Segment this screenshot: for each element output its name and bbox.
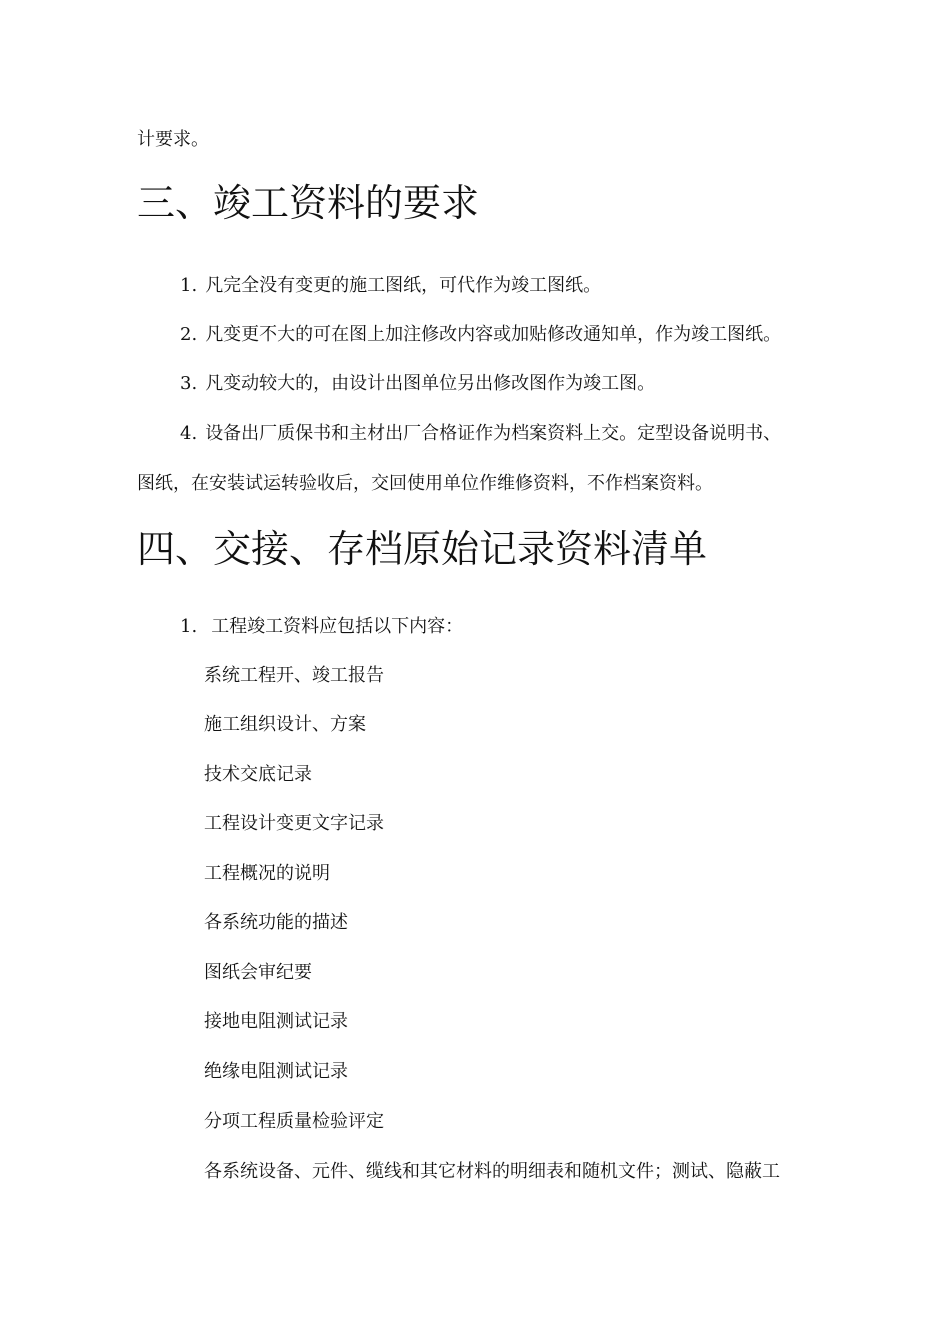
item-text: 设备出厂质保书和主材出厂合格证作为档案资料上交。定型设备说明书、 <box>205 423 782 444</box>
numbered-item-2 <box>180 323 781 347</box>
item-text: 凡变更不大的可在图上加注修改内容或加贴修改通知单，作为竣工图纸。 <box>205 324 782 345</box>
section-heading-4: 四、交接、存档原始记录资料清单 <box>137 527 708 571</box>
item-text: 凡变动较大的，由设计出图单位另出修改图作为竣工图。 <box>205 373 656 394</box>
numbered-item-4 <box>180 422 781 446</box>
item-number: 3. <box>180 373 198 394</box>
numbered-item-3 <box>180 372 655 396</box>
list-item: 各系统功能的描述 <box>204 912 348 933</box>
list-item: 各系统设备、元件、缆线和其它材料的明细表和随机文件；测试、隐蔽工 <box>204 1161 780 1182</box>
list-item: 工程概况的说明 <box>204 863 330 884</box>
list-item: 分项工程质量检验评定 <box>204 1111 384 1132</box>
section-heading-3: 三、竣工资料的要求 <box>137 181 480 225</box>
list-item: 工程设计变更文字记录 <box>204 813 384 834</box>
item-text: 凡完全没有变更的施工图纸，可代作为竣工图纸。 <box>205 275 602 296</box>
numbered-item-1 <box>180 274 601 298</box>
list-item: 接地电阻测试记录 <box>204 1011 348 1032</box>
item-number: 4. <box>180 423 198 444</box>
item-number: 1. <box>180 616 198 637</box>
numbered-item-1 <box>180 615 463 639</box>
list-item: 绝缘电阻测试记录 <box>204 1061 348 1082</box>
list-item: 系统工程开、竣工报告 <box>204 665 384 686</box>
item-text: 工程竣工资料应包括以下内容： <box>211 616 464 637</box>
continuation-text: 计要求。 <box>137 129 209 150</box>
numbered-item-4-continuation: 图纸，在安装试运转验收后，交回使用单位作维修资料，不作档案资料。 <box>137 473 713 494</box>
item-number: 1. <box>180 275 198 296</box>
list-item: 技术交底记录 <box>204 764 312 785</box>
item-number: 2. <box>180 324 198 345</box>
list-item: 图纸会审纪要 <box>204 962 312 983</box>
list-item: 施工组织设计、方案 <box>204 714 366 735</box>
